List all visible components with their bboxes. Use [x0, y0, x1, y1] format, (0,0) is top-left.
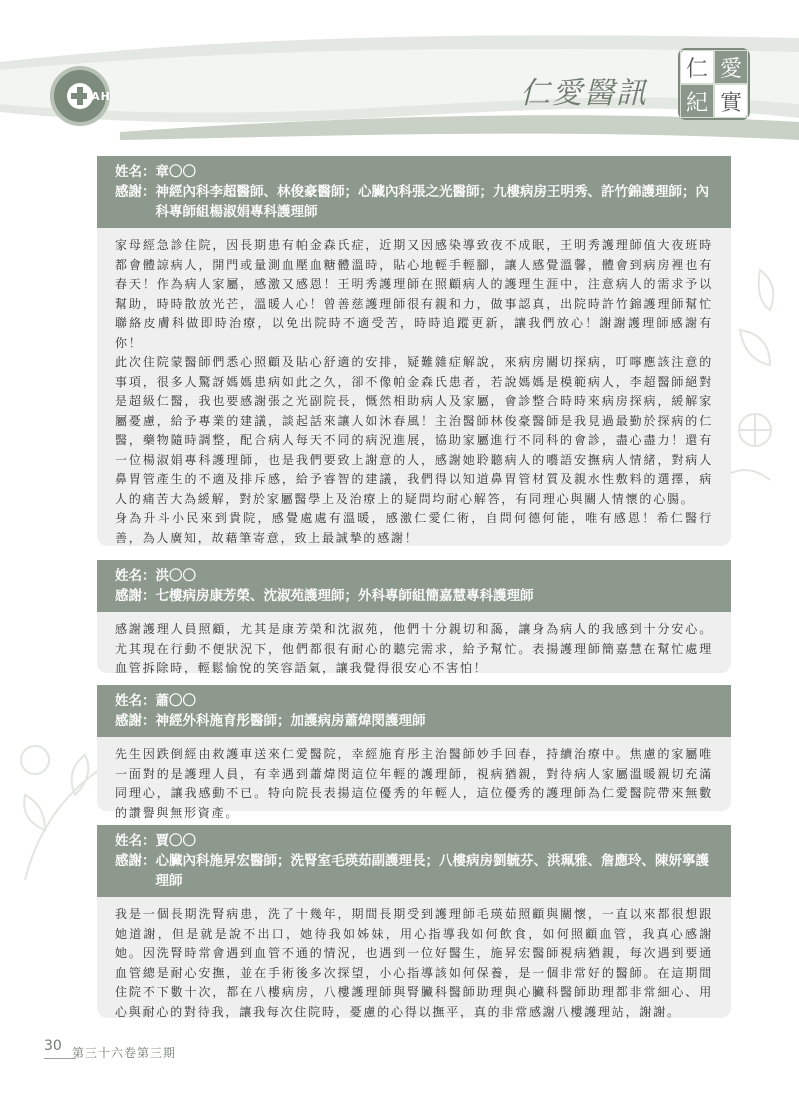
thanks-label: 感謝：: [115, 713, 156, 729]
seal-char: 實: [714, 84, 748, 118]
name-label: 姓名：: [115, 693, 156, 709]
name-label: 姓名：: [115, 568, 156, 584]
thanks-card: [97, 685, 731, 820]
card-body: [97, 612, 731, 689]
seal-char: 愛: [714, 50, 748, 84]
magazine-title: 仁愛醫訊: [520, 76, 648, 111]
name-label: 姓名：: [115, 833, 156, 849]
thanks-card: [97, 156, 731, 546]
logo-text: JAH: [86, 90, 111, 103]
letter-paragraph: 此次住院蒙醫師們悉心照顧及貼心舒適的安排，疑難雜症解說，來病房關切探病，叮嚀應該注意的事項，很多人驚訝媽媽患病如此之久，卻不像帕金森氏患者，若說媽媽是模範病人，李超醫師絕對是超級仁醫，我也要感謝張之光副院長，慨然相助病人及家屬，會診整合時時來病房探病，緩解家屬憂慮，給予專業的建議，談起話來讓人如沐春風！主治醫師林俊豪醫師是我見過最勤於探病的仁醫，藥物隨時調整，配合病人每天不同的病況進展，協助家屬進行不同科的會診，盡心盡力！還有一位楊淑娟專科護理師，也是我們要致上謝意的人，感謝她聆聽病人的囈語安撫病人情緒，對病人鼻胃管產生的不適及排斥感，給予睿智的建議，我們得以知道鼻胃管材質及親水性敷料的選擇，病人的痛苦大為緩解，對於家屬醫學上及治療上的疑問均耐心解答，有同理心與關人情懷的心腸。: [115, 355, 713, 506]
column-seal: [678, 48, 750, 120]
letter-paragraph: 先生因跌倒經由救護車送來仁愛醫院，幸經施育彤主治醫師妙手回春，持續治療中。焦慮的家屬唯一面對的是護理人員，有幸遇到蕭煒閔這位年輕的護理師，視病猶親，對待病人家屬溫暖親切充滿同理心，讓我感動不已。特向院長表揚這位優秀的年輕人，這位優秀的護理師為仁愛醫院帶來無數的讚譽與無形資產。: [115, 747, 713, 820]
card-header: [97, 560, 731, 612]
card-header: [97, 156, 731, 228]
patient-name: 賈〇〇: [155, 833, 196, 849]
letter-paragraph: 身為升斗小民來到貴院，感覺處處有溫暖，感激仁愛仁術，自問何德何能，唯有感恩！希仁醫行善，為人廣知，故藉筆寄意，致上最誠摯的感謝！: [115, 511, 713, 545]
thanks-recipients: 心臟內科施昇宏醫師；洗腎室毛瑛茹副護理長；八樓病房劉毓芬、洪珮雅、詹應玲、陳妍寧護理師: [155, 853, 709, 889]
name-label: 姓名：: [115, 164, 156, 180]
thanks-label: 感謝：: [115, 588, 156, 604]
patient-name: 蕭〇〇: [155, 693, 196, 709]
issue-label: 第三十六卷第三期: [72, 1046, 177, 1060]
patient-name: 洪〇〇: [155, 568, 196, 584]
card-body: [97, 737, 731, 833]
thanks-recipients: 七樓病房康芳榮、沈淑苑護理師；外科專師組簡嘉慧專科護理師: [155, 588, 534, 604]
card-body: [97, 897, 731, 1032]
patient-name: 章〇〇: [155, 164, 196, 180]
card-body: [97, 228, 731, 558]
thanks-recipients: 神經內科李超醫師、林俊豪醫師；心臟內科張之光醫師；九樓病房王明秀、許竹錦護理師；內科專師組楊淑娟專科護理師: [155, 184, 709, 220]
card-header: [97, 685, 731, 737]
seal-char: 紀: [680, 84, 714, 118]
seal-char: 仁: [680, 50, 714, 84]
letter-paragraph: 感謝護理人員照顧，尤其是康芳榮和沈淑苑，他們十分親切和藹，讓身為病人的我感到十分安心。尤其現在行動不便狀況下，他們都很有耐心的聽完需求，給予幫忙。表揚護理師簡嘉慧在幫忙處理血管拆除時，輕鬆愉悅的笑容語氣，讓我覺得很安心不害怕！: [115, 622, 713, 675]
thanks-label: 感謝：: [115, 853, 156, 869]
page-number: 30: [44, 1038, 62, 1054]
letter-paragraph: 我是一個長期洗腎病患，洗了十幾年，期間長期受到護理師毛瑛茹照顧與關懷，一直以來都很想跟她道謝，但是就是說不出口，她待我如姊妹，用心指導我如何飲食，如何照顧血管，我真心感謝她。因洗腎時常會遇到血管不通的情況，也遇到一位好醫生，施昇宏醫師視病猶親，每次遇到要通血管總是耐心安撫，並在手術後多次探望，小心指導該如何保養，是一個非常好的醫師。在這期間住院不下數十次，都在八樓病房，八樓護理師與腎臟科醫師助理與心臟科醫師助理都非常細心、用心與耐心的對待我，讓我每次住院時，憂慮的心得以撫平，真的非常感謝八樓護理站，謝謝。: [115, 907, 713, 1019]
letter-paragraph: 家母經急診住院，因長期患有帕金森氏症，近期又因感染導致夜不成眠，王明秀護理師值大夜班時都會體諒病人，開門或量測血壓血糖體溫時，貼心地輕手輕腳，讓人感覺溫馨，體會到病房裡也有春天！作為病人家屬，感激又感恩！王明秀護理師在照顧病人的護理生涯中，注意病人的需求予以幫助，時時散放光芒，溫暖人心！曾善慈護理師很有親和力，做事認真，出院時許竹錦護理師幫忙聯絡皮膚科做即時治療，以免出院時不適受苦，時時追蹤更新，讓我們放心！謝謝護理師感謝有你！: [115, 238, 713, 350]
thanks-label: 感謝：: [115, 184, 156, 200]
card-header: [97, 825, 731, 897]
thanks-card: [97, 825, 731, 1018]
thanks-card: [97, 560, 731, 673]
thanks-recipients: 神經外科施育彤醫師；加護病房蕭煒閔護理師: [155, 713, 426, 729]
